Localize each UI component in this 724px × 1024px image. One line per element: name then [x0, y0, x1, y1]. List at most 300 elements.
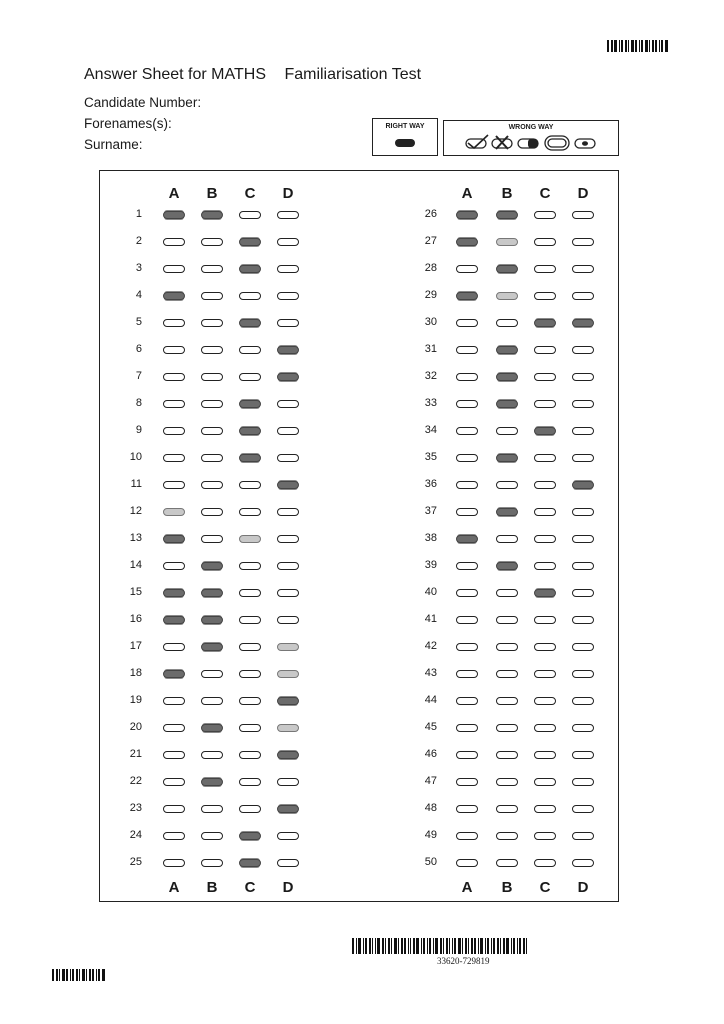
question-number: 39 — [424, 559, 437, 571]
answer-bubble-3-a[interactable] — [163, 265, 185, 273]
answer-bubble-35-c[interactable] — [534, 454, 556, 462]
forenames-label: Forenames(s): — [84, 116, 172, 131]
answer-bubble-43-d[interactable] — [572, 670, 594, 678]
answer-bubble-7-c[interactable] — [239, 373, 261, 381]
right-way-example — [372, 118, 438, 156]
answer-bubble-47-d[interactable] — [572, 778, 594, 786]
answer-bubble-46-b[interactable] — [496, 751, 518, 759]
question-number: 7 — [135, 370, 142, 382]
barcode-bar — [625, 40, 627, 52]
barcode-bar — [631, 40, 634, 52]
question-number: 27 — [424, 235, 437, 247]
question-number: 17 — [129, 640, 142, 652]
answer-bubble-33-d[interactable] — [572, 400, 594, 408]
question-number: 16 — [129, 613, 142, 625]
barcode-bar — [70, 969, 71, 981]
barcode-bar — [619, 40, 620, 52]
answer-bubble-22-b[interactable] — [201, 778, 223, 786]
barcode-bar — [621, 40, 623, 52]
answer-bubble-38-d[interactable] — [572, 535, 594, 543]
answer-bubble-39-b[interactable] — [496, 562, 518, 570]
answer-bubble-27-b[interactable] — [496, 238, 518, 246]
wrong-way-label: WRONG WAY — [508, 124, 554, 131]
question-number: 14 — [129, 559, 142, 571]
answer-bubble-49-c[interactable] — [534, 832, 556, 840]
answer-bubble-8-d[interactable] — [277, 400, 299, 408]
column-header-d: D — [577, 185, 589, 202]
answer-bubble-17-c[interactable] — [239, 643, 261, 651]
answer-bubble-19-b[interactable] — [201, 697, 223, 705]
answer-bubble-4-d[interactable] — [277, 292, 299, 300]
answer-bubble-30-d[interactable] — [572, 319, 594, 327]
answer-bubble-41-d[interactable] — [572, 616, 594, 624]
barcode-bar — [485, 938, 486, 954]
answer-bubble-49-b[interactable] — [496, 832, 518, 840]
answer-bubble-7-b[interactable] — [201, 373, 223, 381]
answer-bubble-45-a[interactable] — [456, 724, 478, 732]
answer-bubble-40-b[interactable] — [496, 589, 518, 597]
column-footer-b: B — [206, 879, 218, 896]
answer-bubble-14-b[interactable] — [201, 562, 223, 570]
barcode-bar — [416, 938, 419, 954]
answer-bubble-25-d[interactable] — [277, 859, 299, 867]
answer-bubble-21-d[interactable] — [277, 751, 299, 759]
answer-bubble-13-d[interactable] — [277, 535, 299, 543]
answer-bubble-38-b[interactable] — [496, 535, 518, 543]
question-number: 8 — [135, 397, 142, 409]
question-number: 50 — [424, 856, 437, 868]
barcode-bar — [493, 938, 495, 954]
answer-bubble-50-c[interactable] — [534, 859, 556, 867]
answer-bubble-1-c[interactable] — [239, 211, 261, 219]
answer-bubble-23-c[interactable] — [239, 805, 261, 813]
answer-bubble-18-d[interactable] — [277, 670, 299, 678]
answer-bubble-45-b[interactable] — [496, 724, 518, 732]
answer-bubble-47-a[interactable] — [456, 778, 478, 786]
right-way-bubble — [395, 139, 415, 147]
answer-bubble-29-c[interactable] — [534, 292, 556, 300]
answer-bubble-9-b[interactable] — [201, 427, 223, 435]
answer-bubble-10-c[interactable] — [239, 454, 261, 462]
answer-bubble-49-a[interactable] — [456, 832, 478, 840]
column-footer-c: C — [244, 879, 256, 896]
answer-bubble-34-c[interactable] — [534, 427, 556, 435]
answer-bubble-29-b[interactable] — [496, 292, 518, 300]
answer-bubble-26-c[interactable] — [534, 211, 556, 219]
question-number: 6 — [135, 343, 142, 355]
answer-bubble-18-b[interactable] — [201, 670, 223, 678]
barcode-bar — [511, 938, 512, 954]
question-number: 33 — [424, 397, 437, 409]
question-number: 1 — [135, 208, 142, 220]
answer-bubble-43-a[interactable] — [456, 670, 478, 678]
answer-bubble-46-a[interactable] — [456, 751, 478, 759]
answer-bubble-33-c[interactable] — [534, 400, 556, 408]
answer-bubble-41-b[interactable] — [496, 616, 518, 624]
right-way-label: RIGHT WAY — [385, 123, 425, 130]
answer-bubble-42-b[interactable] — [496, 643, 518, 651]
answer-bubble-3-d[interactable] — [277, 265, 299, 273]
column-footer-d: D — [282, 879, 294, 896]
answer-bubble-20-c[interactable] — [239, 724, 261, 732]
answer-bubble-42-c[interactable] — [534, 643, 556, 651]
answer-bubble-44-c[interactable] — [534, 697, 556, 705]
barcode-bar — [519, 938, 521, 954]
answer-bubble-39-c[interactable] — [534, 562, 556, 570]
barcode-bar — [363, 938, 364, 954]
answer-bubble-46-d[interactable] — [572, 751, 594, 759]
barcode-bar — [427, 938, 428, 954]
answer-bubble-27-a[interactable] — [456, 238, 478, 246]
answer-bubble-32-a[interactable] — [456, 373, 478, 381]
answer-bubble-26-a[interactable] — [456, 211, 478, 219]
answer-bubble-4-c[interactable] — [239, 292, 261, 300]
answer-bubble-21-a[interactable] — [163, 751, 185, 759]
answer-bubble-5-c[interactable] — [239, 319, 261, 327]
answer-bubble-21-b[interactable] — [201, 751, 223, 759]
barcode-bar — [478, 938, 479, 954]
question-number: 30 — [424, 316, 437, 328]
answer-bubble-2-c[interactable] — [239, 238, 261, 246]
barcode-bar — [98, 969, 100, 981]
answer-bubble-30-a[interactable] — [456, 319, 478, 327]
answer-bubble-15-b[interactable] — [201, 589, 223, 597]
answer-bubble-31-b[interactable] — [496, 346, 518, 354]
question-number: 11 — [130, 478, 142, 490]
answer-bubble-50-d[interactable] — [572, 859, 594, 867]
answer-bubble-39-a[interactable] — [456, 562, 478, 570]
barcode-bar — [102, 969, 105, 981]
question-number: 40 — [424, 586, 437, 598]
answer-bubble-26-d[interactable] — [572, 211, 594, 219]
answer-bubble-14-c[interactable] — [239, 562, 261, 570]
answer-bubble-28-a[interactable] — [456, 265, 478, 273]
answer-bubble-43-c[interactable] — [534, 670, 556, 678]
answer-bubble-8-a[interactable] — [163, 400, 185, 408]
answer-bubble-26-b[interactable] — [496, 211, 518, 219]
answer-bubble-31-d[interactable] — [572, 346, 594, 354]
answer-bubble-46-c[interactable] — [534, 751, 556, 759]
answer-bubble-35-d[interactable] — [572, 454, 594, 462]
answer-bubble-10-b[interactable] — [201, 454, 223, 462]
barcode-bar — [410, 938, 411, 954]
answer-bubble-43-b[interactable] — [496, 670, 518, 678]
barcode-bar — [491, 938, 492, 954]
answer-bubble-9-c[interactable] — [239, 427, 261, 435]
answer-bubble-16-b[interactable] — [201, 616, 223, 624]
barcode-bar — [497, 938, 499, 954]
answer-bubble-33-a[interactable] — [456, 400, 478, 408]
answer-bubble-11-c[interactable] — [239, 481, 261, 489]
column-footer-b: B — [501, 879, 513, 896]
answer-bubble-6-a[interactable] — [163, 346, 185, 354]
question-number: 4 — [135, 289, 142, 301]
barcode-bar — [458, 938, 461, 954]
answer-bubble-40-c[interactable] — [534, 589, 556, 597]
answer-bubble-29-d[interactable] — [572, 292, 594, 300]
answer-bubble-34-d[interactable] — [572, 427, 594, 435]
answer-bubble-32-c[interactable] — [534, 373, 556, 381]
barcode-bar — [611, 40, 613, 52]
question-number: 32 — [424, 370, 437, 382]
answer-bubble-23-a[interactable] — [163, 805, 185, 813]
answer-bubble-23-d[interactable] — [277, 805, 299, 813]
answer-bubble-18-a[interactable] — [163, 670, 185, 678]
barcode-bar — [503, 938, 505, 954]
answer-bubble-2-d[interactable] — [277, 238, 299, 246]
barcode-bar — [382, 938, 384, 954]
answer-bubble-20-d[interactable] — [277, 724, 299, 732]
barcode-bar — [86, 969, 87, 981]
answer-bubble-24-a[interactable] — [163, 832, 185, 840]
answer-bubble-37-d[interactable] — [572, 508, 594, 516]
answer-bubble-24-b[interactable] — [201, 832, 223, 840]
barcode-bar — [433, 938, 434, 954]
answer-bubble-49-d[interactable] — [572, 832, 594, 840]
answer-bubble-12-d[interactable] — [277, 508, 299, 516]
barcode-bar — [523, 938, 525, 954]
barcode-bar — [435, 938, 438, 954]
barcode-bar — [388, 938, 390, 954]
barcode-bar — [517, 938, 518, 954]
answer-bubble-30-c[interactable] — [534, 319, 556, 327]
barcode-bar — [665, 40, 668, 52]
answer-bubble-22-d[interactable] — [277, 778, 299, 786]
answer-bubble-34-b[interactable] — [496, 427, 518, 435]
column-header-b: B — [501, 185, 513, 202]
answer-bubble-35-b[interactable] — [496, 454, 518, 462]
answer-bubble-22-a[interactable] — [163, 778, 185, 786]
question-number: 42 — [424, 640, 437, 652]
answer-bubble-5-a[interactable] — [163, 319, 185, 327]
answer-bubble-25-b[interactable] — [201, 859, 223, 867]
answer-bubble-36-d[interactable] — [572, 481, 594, 489]
answer-bubble-16-c[interactable] — [239, 616, 261, 624]
answer-bubble-34-a[interactable] — [456, 427, 478, 435]
answer-bubble-37-c[interactable] — [534, 508, 556, 516]
answer-bubble-28-b[interactable] — [496, 265, 518, 273]
barcode-bar — [659, 40, 660, 52]
answer-bubble-8-b[interactable] — [201, 400, 223, 408]
answer-bubble-14-d[interactable] — [277, 562, 299, 570]
answer-bubble-9-d[interactable] — [277, 427, 299, 435]
answer-bubble-25-a[interactable] — [163, 859, 185, 867]
answer-bubble-45-d[interactable] — [572, 724, 594, 732]
answer-bubble-42-a[interactable] — [456, 643, 478, 651]
question-number: 47 — [424, 775, 437, 787]
answer-bubble-31-a[interactable] — [456, 346, 478, 354]
answer-bubble-48-d[interactable] — [572, 805, 594, 813]
barcode-bar — [62, 969, 65, 981]
answer-bubble-24-c[interactable] — [239, 832, 261, 840]
answer-bubble-17-a[interactable] — [163, 643, 185, 651]
answer-bubble-2-a[interactable] — [163, 238, 185, 246]
question-number: 13 — [129, 532, 142, 544]
question-number: 26 — [424, 208, 437, 220]
answer-bubble-42-d[interactable] — [572, 643, 594, 651]
barcode-bar — [76, 969, 78, 981]
answer-bubble-28-d[interactable] — [572, 265, 594, 273]
answer-bubble-33-b[interactable] — [496, 400, 518, 408]
answer-bubble-23-b[interactable] — [201, 805, 223, 813]
answer-bubble-13-b[interactable] — [201, 535, 223, 543]
answer-bubble-40-a[interactable] — [456, 589, 478, 597]
answer-bubble-19-a[interactable] — [163, 697, 185, 705]
answer-bubble-1-d[interactable] — [277, 211, 299, 219]
answer-bubble-7-a[interactable] — [163, 373, 185, 381]
answer-bubble-15-a[interactable] — [163, 589, 185, 597]
answer-bubble-37-a[interactable] — [456, 508, 478, 516]
answer-bubble-12-c[interactable] — [239, 508, 261, 516]
barcode-bar — [56, 969, 58, 981]
answer-bubble-41-a[interactable] — [456, 616, 478, 624]
column-footer-a: A — [461, 879, 473, 896]
answer-bubble-44-a[interactable] — [456, 697, 478, 705]
title-text: Answer Sheet for MATHS — [84, 66, 266, 83]
answer-bubble-16-a[interactable] — [163, 616, 185, 624]
answer-bubble-19-c[interactable] — [239, 697, 261, 705]
answer-bubble-14-a[interactable] — [163, 562, 185, 570]
answer-bubble-32-d[interactable] — [572, 373, 594, 381]
answer-bubble-47-c[interactable] — [534, 778, 556, 786]
answer-bubble-47-b[interactable] — [496, 778, 518, 786]
page-title — [84, 66, 421, 84]
answer-bubble-13-a[interactable] — [163, 535, 185, 543]
barcode-bar — [423, 938, 425, 954]
answer-bubble-4-a[interactable] — [163, 292, 185, 300]
answer-bubble-15-d[interactable] — [277, 589, 299, 597]
answer-bubble-17-b[interactable] — [201, 643, 223, 651]
question-number: 41 — [424, 613, 437, 625]
answer-bubble-41-c[interactable] — [534, 616, 556, 624]
answer-bubble-5-d[interactable] — [277, 319, 299, 327]
answer-bubble-21-c[interactable] — [239, 751, 261, 759]
column-footer-d: D — [577, 879, 589, 896]
question-number: 38 — [424, 532, 437, 544]
answer-bubble-6-d[interactable] — [277, 346, 299, 354]
answer-bubble-22-c[interactable] — [239, 778, 261, 786]
answer-bubble-10-a[interactable] — [163, 454, 185, 462]
answer-bubble-48-c[interactable] — [534, 805, 556, 813]
answer-bubble-10-d[interactable] — [277, 454, 299, 462]
barcode-bar — [487, 938, 489, 954]
answer-bubble-44-b[interactable] — [496, 697, 518, 705]
answer-bubble-31-c[interactable] — [534, 346, 556, 354]
answer-bubble-38-a[interactable] — [456, 535, 478, 543]
barcode-bar — [440, 938, 442, 954]
barcode-bar — [526, 938, 527, 954]
answer-bubble-5-b[interactable] — [201, 319, 223, 327]
question-number: 10 — [129, 451, 142, 463]
answer-bubble-3-c[interactable] — [239, 265, 261, 273]
question-number: 15 — [129, 586, 142, 598]
answer-bubble-44-d[interactable] — [572, 697, 594, 705]
barcode-number: 33620-729819 — [437, 956, 490, 966]
barcode-bar — [391, 938, 392, 954]
answer-bubble-32-b[interactable] — [496, 373, 518, 381]
barcode-bar — [607, 40, 609, 52]
answer-bubble-27-c[interactable] — [534, 238, 556, 246]
question-number: 23 — [129, 802, 142, 814]
question-number: 24 — [129, 829, 142, 841]
answer-bubble-1-b[interactable] — [201, 211, 223, 219]
barcode-bar — [82, 969, 85, 981]
answer-bubble-36-b[interactable] — [496, 481, 518, 489]
question-number: 12 — [129, 505, 142, 517]
answer-bubble-27-d[interactable] — [572, 238, 594, 246]
barcode-bar — [404, 938, 406, 954]
answer-bubble-24-d[interactable] — [277, 832, 299, 840]
answer-bubble-8-c[interactable] — [239, 400, 261, 408]
answer-bubble-18-c[interactable] — [239, 670, 261, 678]
answer-bubble-36-a[interactable] — [456, 481, 478, 489]
answer-bubble-9-a[interactable] — [163, 427, 185, 435]
answer-bubble-11-b[interactable] — [201, 481, 223, 489]
answer-bubble-38-c[interactable] — [534, 535, 556, 543]
answer-bubble-6-b[interactable] — [201, 346, 223, 354]
answer-bubble-48-a[interactable] — [456, 805, 478, 813]
question-number: 19 — [129, 694, 142, 706]
question-number: 34 — [424, 424, 437, 436]
column-header-a: A — [168, 185, 180, 202]
answer-bubble-36-c[interactable] — [534, 481, 556, 489]
answer-bubble-50-b[interactable] — [496, 859, 518, 867]
answer-bubble-15-c[interactable] — [239, 589, 261, 597]
answer-bubble-20-b[interactable] — [201, 724, 223, 732]
question-number: 49 — [424, 829, 437, 841]
barcode-bar — [352, 938, 354, 954]
answer-bubble-39-d[interactable] — [572, 562, 594, 570]
answer-bubble-7-d[interactable] — [277, 373, 299, 381]
answer-bubble-6-c[interactable] — [239, 346, 261, 354]
barcode-bar — [72, 969, 74, 981]
answer-bubble-17-d[interactable] — [277, 643, 299, 651]
answer-bubble-3-b[interactable] — [201, 265, 223, 273]
column-header-a: A — [461, 185, 473, 202]
answer-bubble-12-a[interactable] — [163, 508, 185, 516]
answer-bubble-2-b[interactable] — [201, 238, 223, 246]
answer-bubble-45-c[interactable] — [534, 724, 556, 732]
answer-bubble-16-d[interactable] — [277, 616, 299, 624]
answer-bubble-35-a[interactable] — [456, 454, 478, 462]
answer-bubble-48-b[interactable] — [496, 805, 518, 813]
answer-bubble-11-d[interactable] — [277, 481, 299, 489]
barcode-bar — [452, 938, 453, 954]
answer-bubble-28-c[interactable] — [534, 265, 556, 273]
answer-bubble-19-d[interactable] — [277, 697, 299, 705]
barcode-bar — [465, 938, 467, 954]
barcode-bar — [421, 938, 422, 954]
answer-bubble-29-a[interactable] — [456, 292, 478, 300]
question-number: 29 — [424, 289, 437, 301]
column-footer-c: C — [539, 879, 551, 896]
answer-bubble-25-c[interactable] — [239, 859, 261, 867]
answer-bubble-37-b[interactable] — [496, 508, 518, 516]
barcode-bar — [408, 938, 409, 954]
answer-bubble-20-a[interactable] — [163, 724, 185, 732]
barcode-bar — [369, 938, 371, 954]
answer-bubble-1-a[interactable] — [163, 211, 185, 219]
barcode-bar — [96, 969, 97, 981]
answer-bubble-12-b[interactable] — [201, 508, 223, 516]
answer-bubble-30-b[interactable] — [496, 319, 518, 327]
answer-bubble-4-b[interactable] — [201, 292, 223, 300]
question-number: 35 — [424, 451, 437, 463]
answer-bubble-11-a[interactable] — [163, 481, 185, 489]
answer-bubble-40-d[interactable] — [572, 589, 594, 597]
answer-bubble-50-a[interactable] — [456, 859, 478, 867]
answer-bubble-13-c[interactable] — [239, 535, 261, 543]
